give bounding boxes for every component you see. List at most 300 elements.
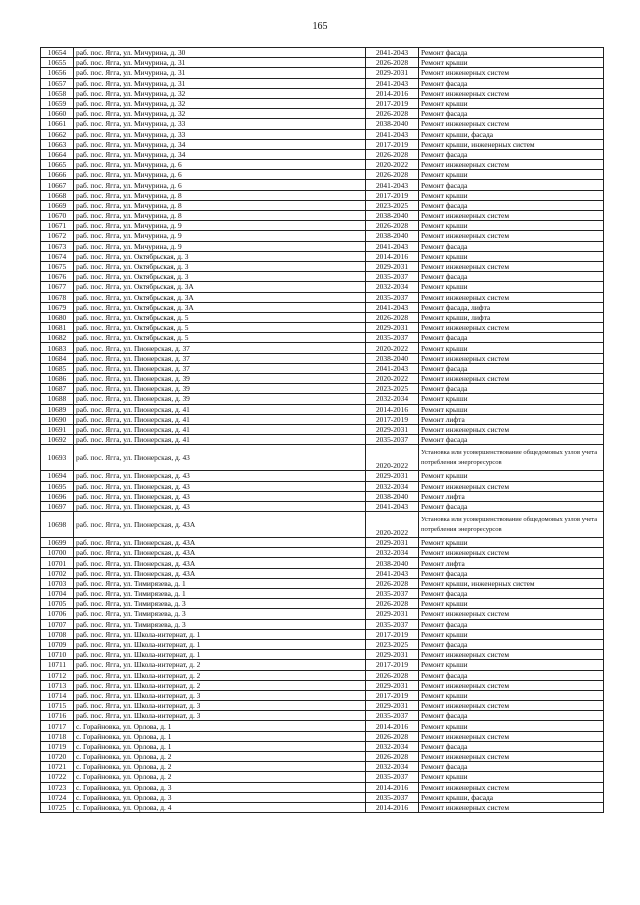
row-work-type: Ремонт крыши, фасада <box>419 792 604 802</box>
row-period: 2014-2016 <box>366 88 419 98</box>
table-row <box>41 471 604 481</box>
row-number: 10713 <box>41 680 74 690</box>
row-number: 10716 <box>41 711 74 721</box>
row-address: с. Горайновка, ул. Орлова, д. 1 <box>74 731 366 741</box>
row-period: 2029-2031 <box>366 680 419 690</box>
row-number: 10715 <box>41 701 74 711</box>
row-work-type: Ремонт крыши <box>419 394 604 404</box>
row-address: раб. пос. Ягга, ул. Мичурина, д. 31 <box>74 68 366 78</box>
row-work-type: Ремонт крыши <box>419 221 604 231</box>
table-row <box>41 98 604 108</box>
row-number: 10725 <box>41 802 74 812</box>
table-row <box>41 435 604 445</box>
table-row <box>41 609 604 619</box>
row-address: раб. пос. Ягга, ул. Тимирязева, д. 1 <box>74 578 366 588</box>
row-number: 10678 <box>41 292 74 302</box>
row-number: 10665 <box>41 160 74 170</box>
row-number: 10720 <box>41 752 74 762</box>
row-period: 2029-2031 <box>366 650 419 660</box>
row-work-type: Ремонт крыши <box>419 471 604 481</box>
table-row <box>41 88 604 98</box>
row-period: 2041-2043 <box>366 241 419 251</box>
row-address: раб. пос. Ягга, ул. Мичурина, д. 6 <box>74 180 366 190</box>
row-number: 10663 <box>41 139 74 149</box>
table-row <box>41 701 604 711</box>
row-number: 10680 <box>41 312 74 322</box>
table-row <box>41 353 604 363</box>
row-number: 10662 <box>41 129 74 139</box>
table-row <box>41 619 604 629</box>
table-row <box>41 231 604 241</box>
table-row <box>41 200 604 210</box>
row-number: 10687 <box>41 384 74 394</box>
row-work-type: Ремонт инженерных систем <box>419 261 604 271</box>
row-period: 2041-2043 <box>366 48 419 58</box>
row-address: раб. пос. Ягга, ул. Пионерская, д. 41 <box>74 404 366 414</box>
row-address: раб. пос. Ягга, ул. Октябрьская, д. 3А <box>74 302 366 312</box>
row-number: 10694 <box>41 471 74 481</box>
row-address: раб. пос. Ягга, ул. Пионерская, д. 43А <box>74 512 366 538</box>
row-period: 2017-2019 <box>366 414 419 424</box>
row-number: 10655 <box>41 58 74 68</box>
row-period: 2029-2031 <box>366 609 419 619</box>
row-address: раб. пос. Ягга, ул. Мичурина, д. 34 <box>74 149 366 159</box>
row-address: раб. пос. Ягга, ул. Мичурина, д. 6 <box>74 160 366 170</box>
row-address: раб. пос. Ягга, ул. Октябрьская, д. 3А <box>74 292 366 302</box>
row-work-type: Ремонт фасада, лифта <box>419 302 604 312</box>
row-number: 10705 <box>41 599 74 609</box>
table-row <box>41 241 604 251</box>
row-period: 2026-2028 <box>366 752 419 762</box>
row-address: раб. пос. Ягга, ул. Мичурина, д. 34 <box>74 139 366 149</box>
table-row <box>41 323 604 333</box>
row-number: 10683 <box>41 343 74 353</box>
row-address: с. Горайновка, ул. Орлова, д. 1 <box>74 721 366 731</box>
row-period: 2020-2022 <box>366 445 419 471</box>
row-work-type: Ремонт инженерных систем <box>419 548 604 558</box>
row-number: 10672 <box>41 231 74 241</box>
row-address: раб. пос. Ягга, ул. Пионерская, д. 39 <box>74 394 366 404</box>
row-work-type: Ремонт фасада <box>419 589 604 599</box>
row-address: раб. пос. Ягга, ул. Октябрьская, д. 3 <box>74 261 366 271</box>
table-row <box>41 731 604 741</box>
row-period: 2014-2016 <box>366 721 419 731</box>
row-period: 2020-2022 <box>366 160 419 170</box>
repair-schedule-table <box>40 47 604 813</box>
row-work-type: Ремонт крыши <box>419 282 604 292</box>
row-work-type: Ремонт крыши <box>419 772 604 782</box>
table-row <box>41 445 604 471</box>
row-number: 10664 <box>41 149 74 159</box>
row-work-type: Ремонт крыши <box>419 251 604 261</box>
table-row <box>41 129 604 139</box>
row-work-type: Ремонт фасада <box>419 48 604 58</box>
row-period: 2023-2025 <box>366 384 419 394</box>
row-number: 10709 <box>41 639 74 649</box>
row-number: 10719 <box>41 741 74 751</box>
row-address: раб. пос. Ягга, ул. Тимирязева, д. 1 <box>74 589 366 599</box>
row-period: 2041-2043 <box>366 501 419 511</box>
table-row <box>41 374 604 384</box>
row-number: 10706 <box>41 609 74 619</box>
row-period: 2017-2019 <box>366 690 419 700</box>
row-address: с. Горайновка, ул. Орлова, д. 2 <box>74 762 366 772</box>
row-work-type: Ремонт инженерных систем <box>419 731 604 741</box>
table-row <box>41 772 604 782</box>
row-period: 2020-2022 <box>366 512 419 538</box>
table-row <box>41 302 604 312</box>
row-period: 2038-2040 <box>366 119 419 129</box>
row-period: 2026-2028 <box>366 109 419 119</box>
table-row <box>41 762 604 772</box>
row-work-type: Ремонт крыши <box>419 721 604 731</box>
row-address: раб. пос. Ягга, ул. Мичурина, д. 8 <box>74 200 366 210</box>
row-number: 10701 <box>41 558 74 568</box>
row-work-type: Ремонт фасада <box>419 568 604 578</box>
row-address: раб. пос. Ягга, ул. Пионерская, д. 43 <box>74 481 366 491</box>
row-address: раб. пос. Ягга, ул. Пионерская, д. 43 <box>74 445 366 471</box>
table-row <box>41 639 604 649</box>
row-period: 2017-2019 <box>366 629 419 639</box>
table-row <box>41 343 604 353</box>
row-number: 10724 <box>41 792 74 802</box>
row-work-type: Ремонт фасада <box>419 639 604 649</box>
row-address: с. Горайновка, ул. Орлова, д. 4 <box>74 802 366 812</box>
row-work-type: Ремонт лифта <box>419 414 604 424</box>
row-address: раб. пос. Ягга, ул. Мичурина, д. 9 <box>74 231 366 241</box>
row-address: раб. пос. Ягга, ул. Пионерская, д. 37 <box>74 363 366 373</box>
row-number: 10718 <box>41 731 74 741</box>
row-number: 10657 <box>41 78 74 88</box>
page-number: 165 <box>312 21 328 32</box>
row-period: 2014-2016 <box>366 251 419 261</box>
row-number: 10717 <box>41 721 74 731</box>
row-period: 2017-2019 <box>366 190 419 200</box>
row-work-type: Ремонт фасада <box>419 762 604 772</box>
row-number: 10656 <box>41 68 74 78</box>
row-work-type: Ремонт лифта <box>419 491 604 501</box>
row-address: раб. пос. Ягга, ул. Октябрьская, д. 3 <box>74 251 366 261</box>
row-address: раб. пос. Ягга, ул. Октябрьская, д. 5 <box>74 333 366 343</box>
table-row <box>41 211 604 221</box>
row-address: раб. пос. Ягга, ул. Пионерская, д. 37 <box>74 353 366 363</box>
row-address: с. Горайновка, ул. Орлова, д. 2 <box>74 752 366 762</box>
row-period: 2041-2043 <box>366 180 419 190</box>
row-number: 10707 <box>41 619 74 629</box>
table-row <box>41 782 604 792</box>
table-row <box>41 292 604 302</box>
row-work-type: Ремонт крыши <box>419 660 604 670</box>
row-address: раб. пос. Ягга, ул. Мичурина, д. 30 <box>74 48 366 58</box>
row-period: 2029-2031 <box>366 471 419 481</box>
row-number: 10708 <box>41 629 74 639</box>
row-address: раб. пос. Ягга, ул. Октябрьская, д. 3А <box>74 282 366 292</box>
table-row <box>41 221 604 231</box>
row-work-type: Ремонт инженерных систем <box>419 650 604 660</box>
row-work-type: Ремонт инженерных систем <box>419 374 604 384</box>
table-row <box>41 394 604 404</box>
row-period: 2026-2028 <box>366 221 419 231</box>
table-row <box>41 58 604 68</box>
row-address: раб. пос. Ягга, ул. Мичурина, д. 8 <box>74 211 366 221</box>
row-work-type: Ремонт фасада <box>419 272 604 282</box>
row-work-type: Ремонт крыши, инженерных систем <box>419 578 604 588</box>
row-address: раб. пос. Ягга, ул. Школа-интернат, д. 3 <box>74 690 366 700</box>
row-period: 2017-2019 <box>366 660 419 670</box>
row-period: 2026-2028 <box>366 58 419 68</box>
row-period: 2020-2022 <box>366 343 419 353</box>
row-work-type: Ремонт крыши <box>419 599 604 609</box>
row-address: раб. пос. Ягга, ул. Тимирязева, д. 3 <box>74 609 366 619</box>
row-work-type: Ремонт инженерных систем <box>419 68 604 78</box>
row-work-type: Ремонт фасада <box>419 363 604 373</box>
table-row <box>41 629 604 639</box>
row-address: раб. пос. Ягга, ул. Октябрьская, д. 3 <box>74 272 366 282</box>
row-number: 10689 <box>41 404 74 414</box>
row-number: 10668 <box>41 190 74 200</box>
table-row <box>41 670 604 680</box>
table-row <box>41 272 604 282</box>
row-work-type: Ремонт крыши, лифта <box>419 312 604 322</box>
row-number: 10669 <box>41 200 74 210</box>
table-row <box>41 312 604 322</box>
table-row <box>41 160 604 170</box>
row-number: 10670 <box>41 211 74 221</box>
table-row <box>41 414 604 424</box>
row-work-type: Установка или усовершенствование общедомовых узлов учета потребления энергоресурсов <box>419 445 604 471</box>
row-work-type: Ремонт фасада <box>419 711 604 721</box>
row-number: 10675 <box>41 261 74 271</box>
row-period: 2035-2037 <box>366 333 419 343</box>
row-address: с. Горайновка, ул. Орлова, д. 3 <box>74 782 366 792</box>
table-row <box>41 680 604 690</box>
row-work-type: Ремонт крыши <box>419 343 604 353</box>
row-period: 2038-2040 <box>366 211 419 221</box>
row-number: 10676 <box>41 272 74 282</box>
row-address: раб. пос. Ягга, ул. Пионерская, д. 43А <box>74 568 366 578</box>
row-period: 2041-2043 <box>366 129 419 139</box>
row-period: 2014-2016 <box>366 802 419 812</box>
row-address: раб. пос. Ягга, ул. Школа-интернат, д. 3 <box>74 711 366 721</box>
table-row <box>41 48 604 58</box>
row-work-type: Ремонт инженерных систем <box>419 424 604 434</box>
row-work-type: Ремонт фасада <box>419 435 604 445</box>
row-number: 10697 <box>41 501 74 511</box>
row-work-type: Ремонт крыши <box>419 404 604 414</box>
row-period: 2032-2034 <box>366 762 419 772</box>
table-row <box>41 660 604 670</box>
row-address: раб. пос. Ягга, ул. Пионерская, д. 37 <box>74 343 366 353</box>
table-row <box>41 568 604 578</box>
row-period: 2014-2016 <box>366 782 419 792</box>
table-row <box>41 558 604 568</box>
row-address: раб. пос. Ягга, ул. Мичурина, д. 33 <box>74 119 366 129</box>
table-row <box>41 139 604 149</box>
table-row <box>41 741 604 751</box>
table-row <box>41 424 604 434</box>
row-period: 2038-2040 <box>366 231 419 241</box>
row-number: 10699 <box>41 538 74 548</box>
row-address: раб. пос. Ягга, ул. Пионерская, д. 41 <box>74 424 366 434</box>
row-period: 2023-2025 <box>366 639 419 649</box>
row-period: 2035-2037 <box>366 772 419 782</box>
table-row <box>41 384 604 394</box>
row-work-type: Ремонт инженерных систем <box>419 701 604 711</box>
row-address: раб. пос. Ягга, ул. Пионерская, д. 43 <box>74 471 366 481</box>
row-period: 2041-2043 <box>366 363 419 373</box>
row-number: 10685 <box>41 363 74 373</box>
row-address: раб. пос. Ягга, ул. Октябрьская, д. 5 <box>74 323 366 333</box>
row-period: 2035-2037 <box>366 292 419 302</box>
table-row <box>41 149 604 159</box>
row-address: раб. пос. Ягга, ул. Школа-интернат, д. 1 <box>74 629 366 639</box>
row-number: 10654 <box>41 48 74 58</box>
row-period: 2029-2031 <box>366 424 419 434</box>
row-number: 10658 <box>41 88 74 98</box>
row-address: раб. пос. Ягга, ул. Школа-интернат, д. 3 <box>74 701 366 711</box>
row-address: раб. пос. Ягга, ул. Пионерская, д. 41 <box>74 435 366 445</box>
row-address: раб. пос. Ягга, ул. Тимирязева, д. 3 <box>74 619 366 629</box>
table-row <box>41 180 604 190</box>
row-period: 2029-2031 <box>366 68 419 78</box>
row-number: 10688 <box>41 394 74 404</box>
row-number: 10722 <box>41 772 74 782</box>
row-number: 10712 <box>41 670 74 680</box>
row-work-type: Ремонт фасада <box>419 78 604 88</box>
row-number: 10686 <box>41 374 74 384</box>
row-period: 2038-2040 <box>366 491 419 501</box>
row-number: 10723 <box>41 782 74 792</box>
table-row <box>41 650 604 660</box>
row-period: 2038-2040 <box>366 558 419 568</box>
row-number: 10679 <box>41 302 74 312</box>
row-period: 2029-2031 <box>366 261 419 271</box>
row-period: 2041-2043 <box>366 568 419 578</box>
row-work-type: Ремонт крыши <box>419 190 604 200</box>
row-period: 2035-2037 <box>366 435 419 445</box>
row-work-type: Ремонт лифта <box>419 558 604 568</box>
row-address: раб. пос. Ягга, ул. Пионерская, д. 39 <box>74 384 366 394</box>
table-row <box>41 282 604 292</box>
row-work-type: Ремонт фасада <box>419 180 604 190</box>
table-row <box>41 512 604 538</box>
row-address: раб. пос. Ягга, ул. Мичурина, д. 31 <box>74 58 366 68</box>
row-address: раб. пос. Ягга, ул. Школа-интернат, д. 1 <box>74 650 366 660</box>
row-period: 2035-2037 <box>366 792 419 802</box>
row-work-type: Ремонт фасада <box>419 384 604 394</box>
row-period: 2026-2028 <box>366 170 419 180</box>
row-number: 10681 <box>41 323 74 333</box>
row-number: 10661 <box>41 119 74 129</box>
row-period: 2026-2028 <box>366 578 419 588</box>
row-number: 10695 <box>41 481 74 491</box>
row-period: 2026-2028 <box>366 149 419 159</box>
row-address: раб. пос. Ягга, ул. Тимирязева, д. 3 <box>74 599 366 609</box>
row-period: 2029-2031 <box>366 538 419 548</box>
table-row <box>41 481 604 491</box>
row-work-type: Ремонт крыши, инженерных систем <box>419 139 604 149</box>
row-work-type: Ремонт крыши <box>419 538 604 548</box>
row-work-type: Ремонт крыши <box>419 690 604 700</box>
row-period: 2038-2040 <box>366 353 419 363</box>
row-work-type: Ремонт инженерных систем <box>419 231 604 241</box>
row-number: 10698 <box>41 512 74 538</box>
row-address: раб. пос. Ягга, ул. Мичурина, д. 32 <box>74 88 366 98</box>
row-address: раб. пос. Ягга, ул. Мичурина, д. 33 <box>74 129 366 139</box>
row-number: 10666 <box>41 170 74 180</box>
row-work-type: Ремонт инженерных систем <box>419 609 604 619</box>
row-period: 2041-2043 <box>366 302 419 312</box>
row-number: 10704 <box>41 589 74 599</box>
table-row <box>41 404 604 414</box>
row-period: 2029-2031 <box>366 323 419 333</box>
row-address: раб. пос. Ягга, ул. Школа-интернат, д. 2 <box>74 680 366 690</box>
row-number: 10693 <box>41 445 74 471</box>
row-address: раб. пос. Ягга, ул. Мичурина, д. 9 <box>74 221 366 231</box>
row-period: 2035-2037 <box>366 272 419 282</box>
row-work-type: Ремонт крыши <box>419 58 604 68</box>
row-work-type: Ремонт фасада <box>419 741 604 751</box>
row-address: раб. пос. Ягга, ул. Мичурина, д. 32 <box>74 109 366 119</box>
table-row <box>41 589 604 599</box>
row-address: раб. пос. Ягга, ул. Школа-интернат, д. 2 <box>74 660 366 670</box>
row-work-type: Ремонт инженерных систем <box>419 88 604 98</box>
row-work-type: Ремонт крыши, фасада <box>419 129 604 139</box>
row-period: 2035-2037 <box>366 589 419 599</box>
row-period: 2032-2034 <box>366 548 419 558</box>
row-number: 10711 <box>41 660 74 670</box>
table-row <box>41 752 604 762</box>
table-row <box>41 251 604 261</box>
row-address: раб. пос. Ягга, ул. Пионерская, д. 43 <box>74 491 366 501</box>
row-work-type: Ремонт фасада <box>419 619 604 629</box>
row-number: 10691 <box>41 424 74 434</box>
row-work-type: Ремонт крыши <box>419 98 604 108</box>
table-row <box>41 538 604 548</box>
table-row <box>41 548 604 558</box>
row-number: 10721 <box>41 762 74 772</box>
row-address: раб. пос. Ягга, ул. Пионерская, д. 41 <box>74 414 366 424</box>
table-row <box>41 333 604 343</box>
row-address: раб. пос. Ягга, ул. Мичурина, д. 6 <box>74 170 366 180</box>
row-work-type: Ремонт инженерных систем <box>419 160 604 170</box>
row-address: раб. пос. Ягга, ул. Пионерская, д. 39 <box>74 374 366 384</box>
row-work-type: Ремонт крыши <box>419 170 604 180</box>
row-number: 10700 <box>41 548 74 558</box>
row-number: 10702 <box>41 568 74 578</box>
row-period: 2032-2034 <box>366 394 419 404</box>
row-period: 2023-2025 <box>366 200 419 210</box>
table-row <box>41 501 604 511</box>
table-row <box>41 599 604 609</box>
row-number: 10671 <box>41 221 74 231</box>
row-work-type: Ремонт фасада <box>419 670 604 680</box>
table-row <box>41 170 604 180</box>
row-period: 2026-2028 <box>366 670 419 680</box>
row-work-type: Ремонт инженерных систем <box>419 323 604 333</box>
row-period: 2035-2037 <box>366 711 419 721</box>
table-row <box>41 68 604 78</box>
row-work-type: Ремонт фасада <box>419 241 604 251</box>
row-work-type: Ремонт инженерных систем <box>419 802 604 812</box>
row-address: раб. пос. Ягга, ул. Пионерская, д. 43А <box>74 558 366 568</box>
row-work-type: Ремонт инженерных систем <box>419 481 604 491</box>
row-period: 2032-2034 <box>366 481 419 491</box>
row-address: раб. пос. Ягга, ул. Мичурина, д. 8 <box>74 190 366 200</box>
row-number: 10674 <box>41 251 74 261</box>
row-work-type: Ремонт инженерных систем <box>419 292 604 302</box>
row-number: 10667 <box>41 180 74 190</box>
